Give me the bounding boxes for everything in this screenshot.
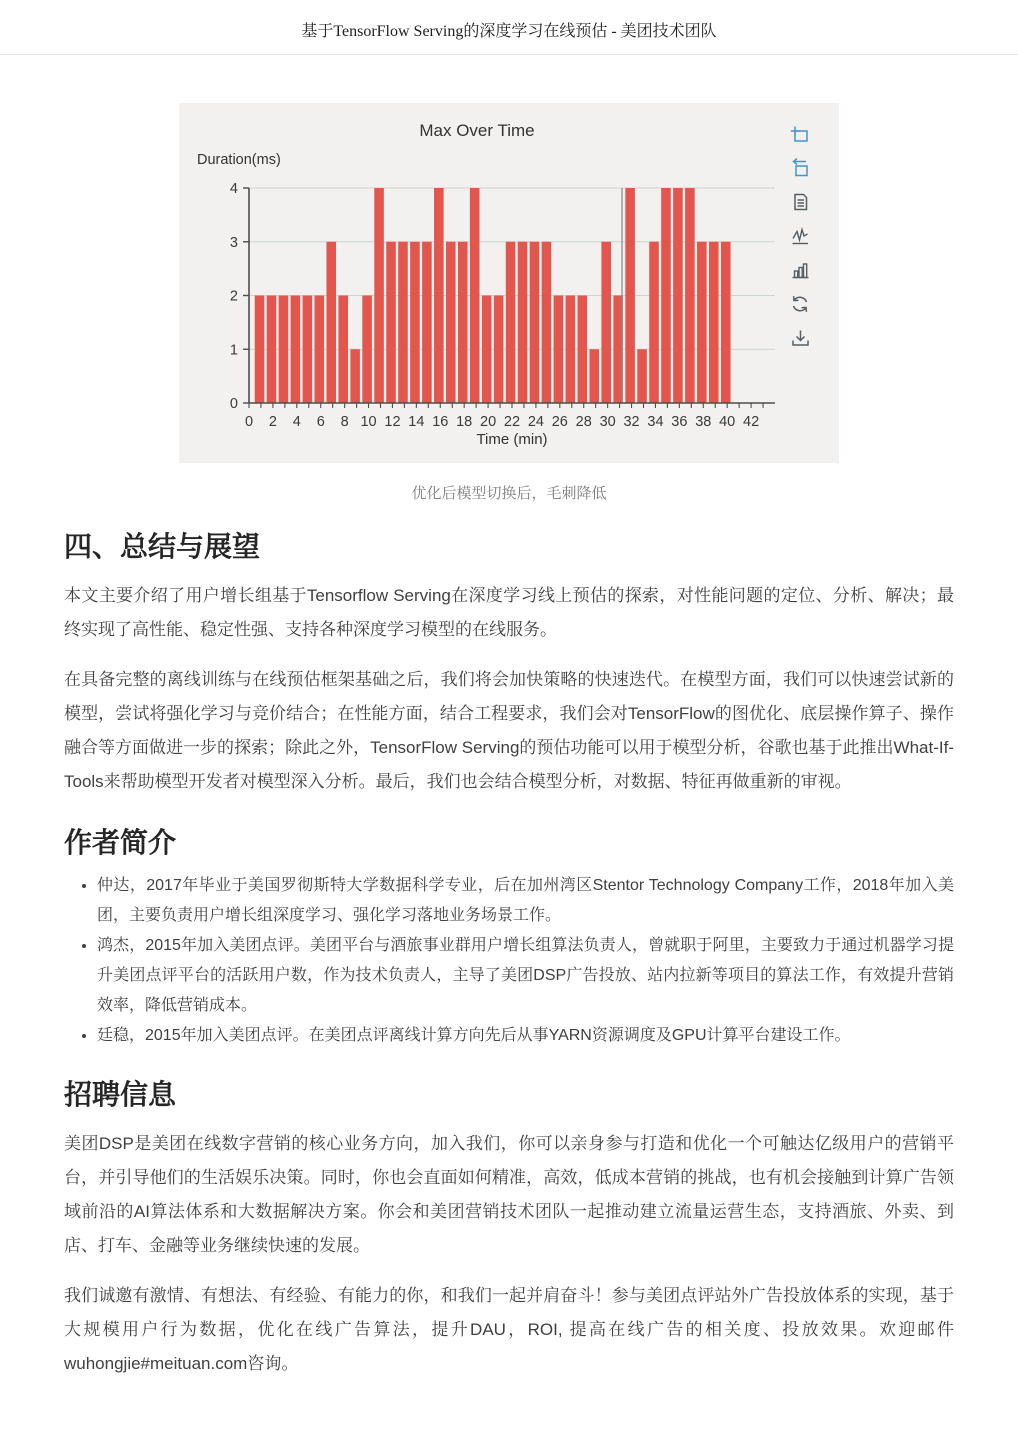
page-header — [0, 0, 1018, 55]
chart-title: Max Over Time — [419, 121, 535, 140]
article-body — [0, 529, 1018, 1381]
summary-paragraph-2: 在具备完整的离线训练与在线预估框架基础之后，我们将会加快策略的快速迭代。在模型方面，我们可以快速尝试新的模型，尝试将强化学习与竞价结合；在性能方面，结合工程要求，我们会对TensorFlow的图优化、底层操作算子、操作融合等方面做进一步的探索；除此之外，TensorFlow Serving的预估功能可以用于模型分析，谷歌也基于此推出What-If-Tools来帮助模型开发者对模型深入分析。最后，我们也会结合模型分析，对数据、特征再做重新的审视。 — [64, 670, 954, 791]
page-title: 基于TensorFlow Serving的深度学习在线预估 - 美团技术团队 — [0, 18, 1018, 55]
section-heading-summary: 四、总结与展望 — [64, 531, 261, 562]
box-select-zoom-icon — [789, 123, 811, 145]
line-chart-button[interactable] — [789, 225, 811, 247]
svg-text:20: 20 — [480, 414, 497, 430]
save-image-button[interactable] — [789, 327, 811, 349]
svg-text:12: 12 — [384, 414, 401, 430]
svg-text:4: 4 — [292, 414, 301, 430]
svg-text:3: 3 — [229, 234, 238, 251]
svg-text:42: 42 — [743, 414, 760, 430]
authors-list — [64, 871, 954, 1051]
save-image-icon — [789, 327, 811, 349]
svg-text:32: 32 — [623, 414, 640, 430]
svg-text:36: 36 — [671, 414, 688, 430]
section-hiring — [64, 1077, 954, 1381]
hiring-paragraph-2: 我们诚邀有激情、有想法、有经验、有能力的你，和我们一起并肩奋斗！参与美团点评站外广告投放体系的实现，基于大规模用户行为数据，优化在线广告算法，提升DAU，ROI, 提高在线广告的相关度、投放效果。欢迎邮件wuhongjie#meituan.com咨询。 — [64, 1286, 954, 1373]
chart-figure — [0, 103, 1018, 503]
svg-text:28: 28 — [575, 414, 592, 430]
svg-text:14: 14 — [408, 414, 425, 430]
box-select-zoom-button[interactable] — [789, 123, 811, 145]
chart-toolbar — [789, 123, 811, 349]
section-heading-authors: 作者简介 — [64, 827, 177, 858]
zoom-reset-icon — [789, 157, 811, 179]
svg-text:24: 24 — [527, 414, 544, 430]
svg-text:2: 2 — [229, 288, 238, 305]
data-view-button[interactable] — [789, 191, 811, 213]
section-heading-hiring: 招聘信息 — [64, 1079, 177, 1110]
svg-text:10: 10 — [360, 414, 377, 430]
author-item-tingwen: • 廷稳，2015年加入美团点评。在美团点评离线计算方向先后从事YARN资源调度及GPU计算平台建设工作。 — [97, 1021, 954, 1051]
bar-chart-button[interactable] — [789, 259, 811, 281]
svg-text:6: 6 — [316, 414, 325, 430]
svg-text:40: 40 — [719, 414, 736, 430]
svg-text:22: 22 — [503, 414, 521, 430]
chart-x-axis-label: Time (min) — [476, 431, 548, 448]
svg-text:4: 4 — [229, 181, 238, 197]
chart-y-axis-label: Duration(ms) — [197, 152, 281, 168]
svg-text:30: 30 — [599, 414, 616, 430]
refresh-icon — [789, 293, 811, 315]
svg-text:0: 0 — [229, 396, 238, 412]
section-authors — [64, 825, 954, 1051]
max-over-time-chart-panel — [179, 103, 839, 463]
figure-caption: 优化后模型切换后，毛刺降低 — [411, 486, 607, 502]
section-summary — [64, 529, 954, 799]
svg-text:0: 0 — [244, 414, 254, 430]
summary-paragraph-1: 本文主要介绍了用户增长组基于Tensorflow Serving在深度学习线上预估的探索，对性能问题的定位、分析、解决；最终实现了高性能、稳定性强、支持各种深度学习模型的在线服务。 — [64, 586, 954, 639]
data-view-icon — [789, 191, 811, 213]
author-item-zhongda: • 仲达，2017年毕业于美国罗彻斯特大学数据科学专业，后在加州湾区Stentor Technology Company工作，2018年加入美团，主要负责用户增长组深度学习、强化学习落地业务场景工作。 — [97, 871, 954, 931]
refresh-button[interactable] — [789, 293, 811, 315]
svg-text:26: 26 — [551, 414, 568, 430]
bar-chart-icon — [789, 259, 811, 281]
zoom-reset-button[interactable] — [789, 157, 811, 179]
svg-text:1: 1 — [229, 342, 238, 359]
svg-text:18: 18 — [456, 414, 473, 430]
line-chart-icon — [789, 225, 811, 247]
svg-text:16: 16 — [432, 414, 449, 430]
svg-text:2: 2 — [268, 414, 277, 430]
hiring-paragraph-1: 美团DSP是美团在线数字营销的核心业务方向，加入我们，你可以亲身参与打造和优化一个可触达亿级用户的营销平台，并引导他们的生活娱乐决策。同时，你也会直面如何精准，高效，低成本营销的挑战，也有机会接触到计算广告领域前沿的AI算法体系和大数据解决方案。你会和美团营销技术团队一起推动建立流量运营生态，支持酒旅、外卖、到店、打车、金融等业务继续快速的发展。 — [64, 1134, 954, 1255]
author-item-hongjie: • 鸿杰，2015年加入美团点评。美团平台与酒旅事业群用户增长组算法负责人，曾就职于阿里，主要致力于通过机器学习提升美团点评平台的活跃用户数，作为技术负责人，主导了美团DSP广告投放、站内拉新等项目的算法工作，有效提升营销效率，降低营销成本。 — [97, 931, 954, 1021]
svg-text:38: 38 — [695, 414, 712, 430]
svg-text:8: 8 — [340, 414, 349, 430]
svg-text:34: 34 — [647, 414, 664, 430]
